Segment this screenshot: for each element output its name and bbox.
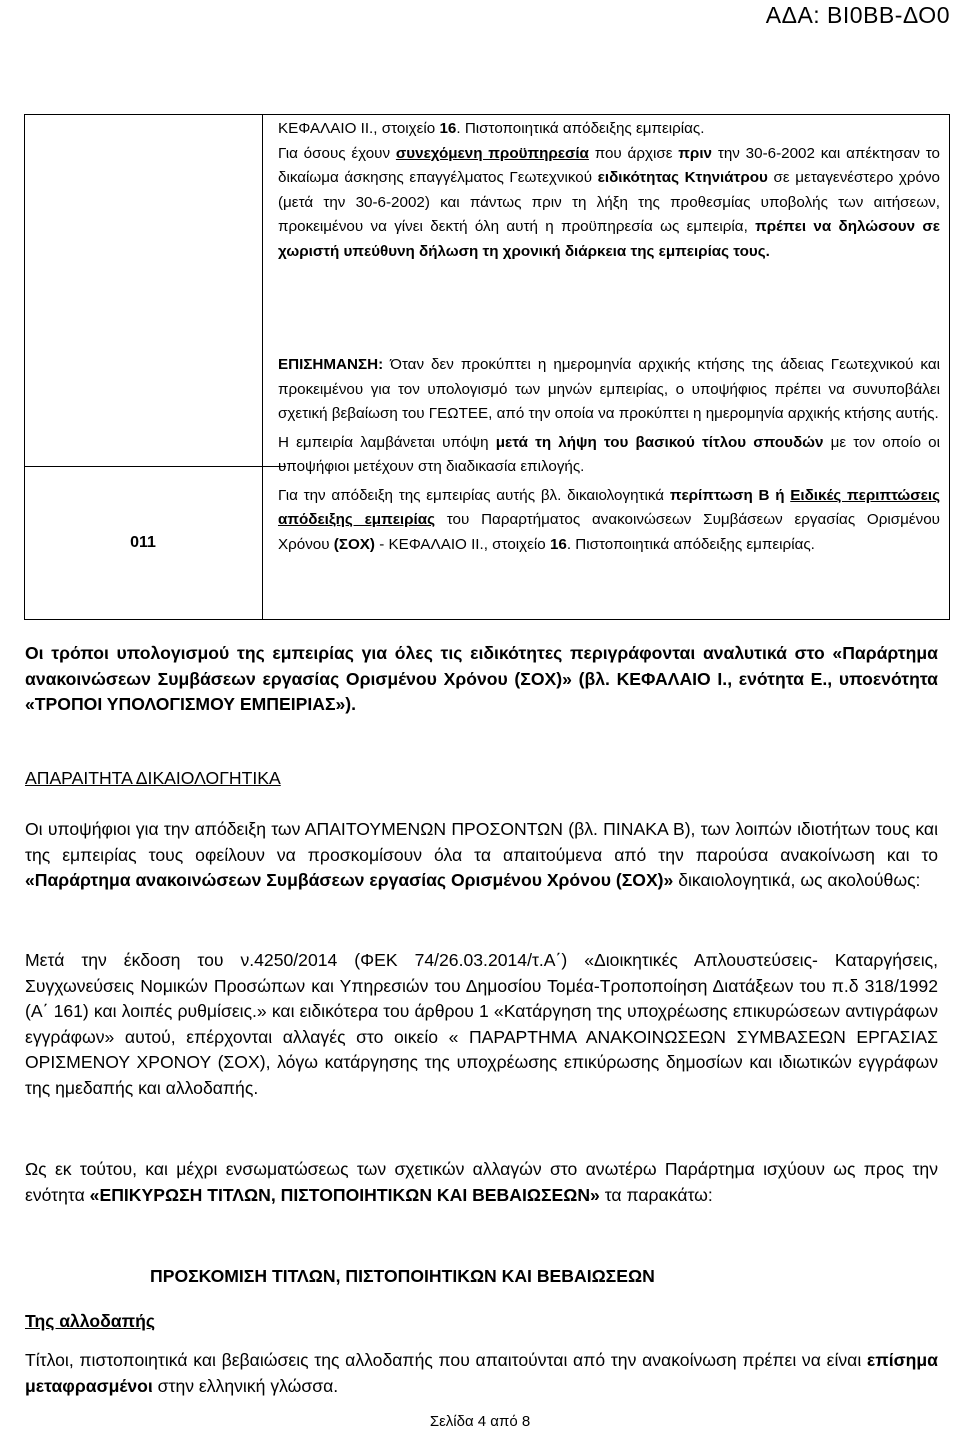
text-bold: περίπτωση Β ή xyxy=(669,486,791,504)
text-bold-underline: συνεχόμενη προϋπηρεσία xyxy=(395,144,589,162)
continuous-service-paragraph xyxy=(278,142,940,265)
text: που άρχισε xyxy=(588,144,679,162)
text-bold: πριν xyxy=(678,144,712,162)
page-number: Σελίδα 4 από 8 xyxy=(429,1413,531,1430)
text: με τον οποίο οι υποψήφιοι μετέχουν στη διαδικασία επιλογής. xyxy=(278,433,940,475)
text: την 30-6-2002 και απέκτησαν το δικαίωμα άσκησης επαγγέλματος Γεωτεχνικού xyxy=(278,144,940,186)
text: Τίτλοι, πιστοποιητικά και βεβαιώσεις της αλλοδαπής που απαιτούνται από την ανακοίνωση πρέπει να είναι xyxy=(25,1350,867,1370)
text-bold: «ΕΠΙΚΥΡΩΣΗ ΤΙΤΛΩΝ, ΠΙΣΤΟΠΟΙΗΤΙΚΩΝ ΚΑΙ ΒΕΒΑΙΩΣΕΩΝ» xyxy=(89,1184,600,1205)
text-bold: επίσημα μεταφρασμένοι xyxy=(25,1350,938,1396)
text: Για όσους έχουν xyxy=(278,144,396,162)
foreign-paragraph xyxy=(25,1348,938,1399)
text: Η εμπειρία λαμβάνεται υπόψη xyxy=(278,433,496,451)
experience-counting-paragraph xyxy=(278,431,940,480)
text-bold: (ΣΟΧ) xyxy=(333,535,375,553)
submission-heading: ΠΡΟΣΚΟΜΙΣΗ ΤΙΤΛΩΝ, ΠΙΣΤΟΠΟΙΗΤΙΚΩΝ ΚΑΙ ΒΕΒΑΙΩΣΕΩΝ xyxy=(150,1266,655,1286)
text: . Πιστοποιητικά απόδειξης εμπειρίας. xyxy=(456,120,705,137)
chapter-reference xyxy=(278,117,940,142)
text-bold: μετά τη λήψη του βασικού τίτλου σπουδών xyxy=(495,433,824,451)
text-bold: ΕΠΙΣΗΜΑΝΣΗ: xyxy=(278,356,384,373)
ada-code: ΑΔΑ: ΒΙ0ΒΒ-ΔΟ0 xyxy=(765,2,950,28)
text: - ΚΕΦΑΛΑΙΟ ΙΙ., στοιχείο xyxy=(374,535,550,553)
specialty-code: 011 xyxy=(130,534,156,551)
table-cell-experience-intro xyxy=(278,117,940,264)
table-cell-experience-notes xyxy=(278,353,940,557)
interim-paragraph xyxy=(25,1157,938,1208)
text-bold-underline: Ειδικές περιπτώσεις απόδειξης εμπειρίας xyxy=(278,486,940,528)
table-row-divider xyxy=(24,466,286,467)
note-paragraph xyxy=(278,353,940,427)
text: δικαιολογητικά, ως ακολούθως: xyxy=(673,870,921,890)
proof-paragraph xyxy=(278,484,940,558)
text-bold: 16 xyxy=(549,535,567,553)
text: του Παραρτήματος ανακοινώσεων Συμβάσεων εργασίας Ορισμένου Χρόνου xyxy=(278,511,940,553)
text: . Πιστοποιητικά απόδειξης εμπειρίας. xyxy=(566,535,815,553)
required-documents-heading: ΑΠΑΡΑΙΤΗΤΑ ΔΙΚΑΙΟΛΟΓΗΤΙΚΑ xyxy=(25,768,281,788)
text-bold: πρέπει να δηλώσουν σε χωριστή υπεύθυνη δήλωση τη χρονική διάρκεια της εμπειρίας τους. xyxy=(278,218,940,260)
text: Όταν δεν προκύπτει η ημερομηνία αρχικής κτήσης της άδειας Γεωτεχνικού και προκειμένου για τον υπολογισμό των μηνών εμπειρίας, ο υποψήφιος πρέπει να συνυποβάλει σχετική βεβαίωση του ΓΕΩΤΕΕ, από την οποία να προκύπτει η ημερομηνία αρχικής κτήσης αυτής. xyxy=(278,356,940,422)
text-bold: ειδικότητας Κτηνιάτρου xyxy=(597,169,768,186)
foreign-heading: Της αλλοδαπής xyxy=(25,1311,155,1331)
calculation-methods-paragraph: Οι τρόποι υπολογισμού της εμπειρίας για όλες τις ειδικότητες περιγράφονται αναλυτικά στο «Παράρτημα ανακοινώσεων Συμβάσεων εργασίας Ορισμένου Χρόνου (ΣΟΧ)» (βλ. ΚΕΦΑΛΑΙΟ Ι., ενότητα Ε., υποενότητα «ΤΡΟΠΟΙ ΥΠΟΛΟΓΙΣΜΟΥ ΕΜΠΕΙΡΙΑΣ»). xyxy=(25,643,938,714)
text-bold: «Παράρτημα ανακοινώσεων Συμβάσεων εργασίας Ορισμένου Χρόνου (ΣΟΧ)» xyxy=(25,870,674,890)
documents-paragraph xyxy=(25,817,938,894)
table-column-divider xyxy=(262,114,263,620)
text-bold: 16 xyxy=(439,120,457,137)
text: ΚΕΦΑΛΑΙΟ ΙΙ., στοιχείο xyxy=(278,120,440,137)
text: Οι υποψήφιοι για την απόδειξη των ΑΠΑΙΤΟΥΜΕΝΩΝ ΠΡΟΣΟΝΤΩΝ (βλ. ΠΙΝΑΚΑ Β), των λοιπών ιδιοτήτων τους και της εμπειρίας τους οφείλουν να προσκομίσουν όλα τα απαιτούμενα από την παρούσα ανακοίνωση και το xyxy=(25,819,938,865)
law-paragraph: Μετά την έκδοση του ν.4250/2014 (ΦΕΚ 74/26.03.2014/τ.Α΄) «Διοικητικές Απλουστεύσεις- Καταργήσεις, Συγχωνεύσεις Νομικών Προσώπων και Υπηρεσιών του Δημοσίου Τομέα-Τροποποίηση Διατάξεων του π.δ 318/1992 (Α΄ 161) και λοιπές ρυθμίσεις.» και ειδικότερα του άρθρου 1 «Κατάργηση της υποχρέωσης επικυρώσεων αντιγράφων εγγράφων» αυτού, επέρχονται αλλαγές στο οικείο « ΠΑΡΑΡΤΗΜΑ ΑΝΑΚΟΙΝΩΣΕΩΝ ΣΥΜΒΑΣΕΩΝ ΕΡΓΑΣΙΑΣ ΟΡΙΣΜΕΝΟΥ ΧΡΟΝΟΥ (ΣΟΧ), λόγω κατάργησης της υποχρέωσης επικύρωσης δημοσίων και ιδιωτικών εγγράφων της ημεδαπής και αλλοδαπής. xyxy=(25,950,938,1098)
text: Ως εκ τούτου, και μέχρι ενσωματώσεως των σχετικών αλλαγών στο ανωτέρω Παράρτημα ισχύουν ως προς την ενότητα xyxy=(25,1159,938,1205)
text: σε μεταγενέστερο χρόνο (μετά την 30-6-2002) και πάντως πριν τη λήξη της προθεσμίας υποβολής των αιτήσεων, προκειμένου να γίνει δεκτή όλη αυτή η προϋπηρεσία ως εμπειρία, xyxy=(278,169,940,235)
text: τα παρακάτω: xyxy=(599,1184,713,1205)
text: Για την απόδειξη της εμπειρίας αυτής βλ. δικαιολογητικά xyxy=(278,486,670,504)
text: στην ελληνική γλώσσα. xyxy=(152,1375,339,1396)
